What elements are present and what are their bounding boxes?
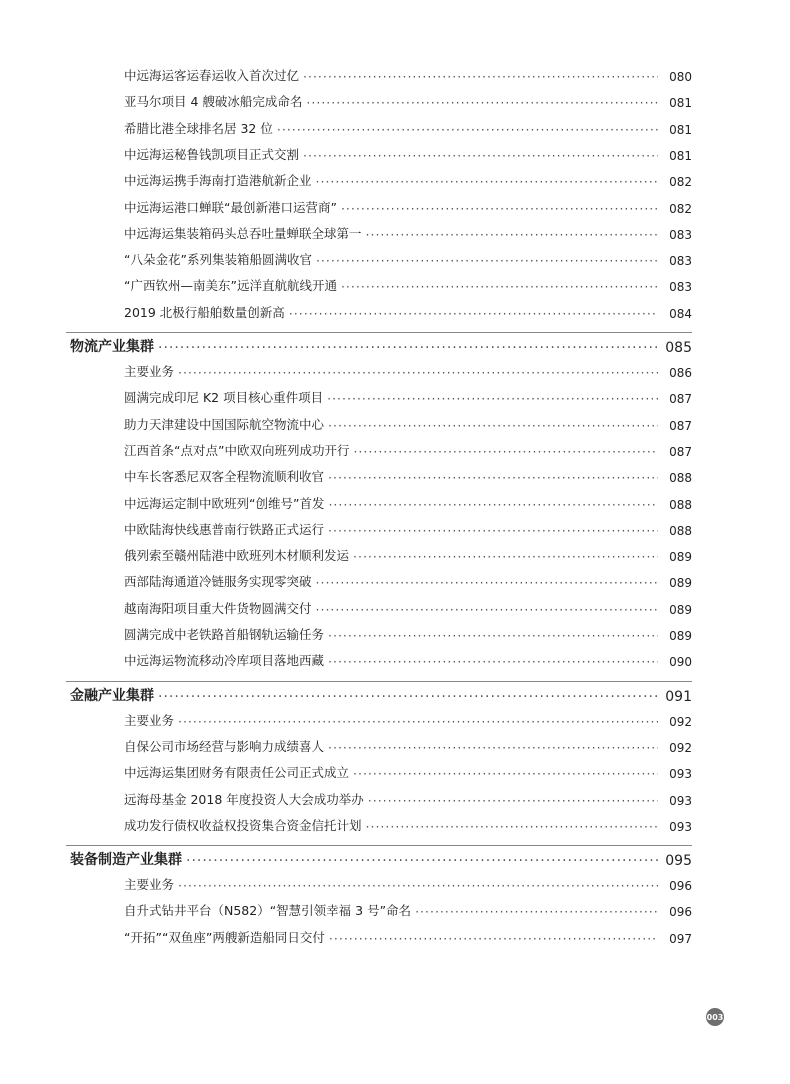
dot-leader xyxy=(186,853,658,869)
toc-page-number: 083 xyxy=(669,227,692,242)
dot-leader xyxy=(328,740,658,755)
toc-page-number: 087 xyxy=(669,418,692,433)
toc-entry-row[interactable] xyxy=(124,520,692,538)
dot-leader xyxy=(353,766,658,781)
toc-entry-row[interactable] xyxy=(124,875,692,893)
toc-page-number: 089 xyxy=(669,576,692,591)
toc-entry-row[interactable] xyxy=(124,250,692,268)
toc-entry-title: 中车长客悉尼双客全程物流顺利收官 xyxy=(124,469,325,485)
dot-leader xyxy=(328,654,658,669)
toc-entry-title: 圆满完成中老铁路首船钢轨运输任务 xyxy=(124,627,325,642)
toc-entry-title: 中远海运携手海南打造港航新企业 xyxy=(124,173,312,189)
toc-page-number: 083 xyxy=(669,280,692,295)
toc-entry-title: 中远海运集团财务有限责任公司正式成立 xyxy=(124,765,350,781)
dot-leader xyxy=(353,444,658,459)
toc-page-number: 089 xyxy=(669,602,692,617)
toc-entry-row[interactable] xyxy=(124,790,692,808)
section-divider xyxy=(66,681,692,682)
toc-entry-row[interactable] xyxy=(124,816,692,834)
dot-leader xyxy=(353,549,658,564)
toc-entry-title: 希腊比港全球排名居 32 位 xyxy=(124,120,273,136)
toc-page-number: 093 xyxy=(669,767,692,782)
toc-entry-title: 中远海运物流移动冷库项目落地西藏 xyxy=(124,653,325,669)
toc-page-number: 082 xyxy=(669,175,692,190)
toc-page-number: 096 xyxy=(669,879,692,894)
dot-leader xyxy=(158,689,658,705)
toc-entry-title: 成功发行债权收益权投资集合资金信托计划 xyxy=(124,817,362,833)
toc-entry-title: “开拓”“双鱼座”两艘新造船同日交付 xyxy=(124,929,325,945)
dot-leader xyxy=(328,497,658,512)
toc-entry-row[interactable] xyxy=(124,303,692,321)
dot-leader xyxy=(328,628,658,643)
dot-leader xyxy=(329,931,658,946)
toc-entry-title: 越南海阳项目重大件货物圆满交付 xyxy=(124,600,312,616)
toc-entry-row[interactable] xyxy=(124,388,692,406)
toc-page-number: 081 xyxy=(669,122,692,137)
dot-leader xyxy=(316,174,658,189)
section-divider xyxy=(66,845,692,846)
toc-entry-row[interactable] xyxy=(124,276,692,294)
toc-entry-title: 自保公司市场经营与影响力成绩喜人 xyxy=(124,738,325,754)
toc-entry-title: 自升式钻井平台（N582）“智慧引领幸福 3 号”命名 xyxy=(124,903,412,919)
dot-leader xyxy=(289,306,658,321)
toc-entry-title: 2019 北极行船舶数量创新高 xyxy=(124,304,285,320)
toc-page-number: 092 xyxy=(669,714,692,729)
toc-entry-title: “广西钦州—南美东”远洋直航航线开通 xyxy=(124,278,337,294)
toc-page-number: 081 xyxy=(669,96,692,111)
toc-page-number: 097 xyxy=(669,931,692,946)
toc-page-number: 092 xyxy=(669,740,692,755)
toc-entry-row[interactable] xyxy=(124,494,692,512)
toc-page-number: 087 xyxy=(669,392,692,407)
toc-entry-row[interactable] xyxy=(124,928,692,946)
toc-entry-row[interactable] xyxy=(124,546,692,564)
dot-leader xyxy=(306,95,658,110)
toc-entry-row[interactable] xyxy=(124,198,692,216)
toc-section-row[interactable] xyxy=(70,336,692,356)
toc-entry-row[interactable] xyxy=(124,441,692,459)
toc-entry-title: 俄列索至赣州陆港中欧班列木材顺利发运 xyxy=(124,548,350,564)
toc-entry-title: 中欧陆海快线惠普南行铁路正式运行 xyxy=(124,521,325,537)
toc-page-number: 090 xyxy=(669,655,692,670)
toc-page-number: 089 xyxy=(669,629,692,643)
toc-entry-title: 主要业务 xyxy=(124,877,175,893)
dot-leader xyxy=(328,470,658,485)
toc-page-number: 085 xyxy=(665,340,692,356)
toc-entry-row[interactable] xyxy=(124,572,692,590)
toc-entry-title: 圆满完成印尼 K2 项目核心重件项目 xyxy=(124,390,324,406)
dot-leader xyxy=(366,227,658,242)
toc-section-row[interactable] xyxy=(70,685,692,705)
dot-leader xyxy=(316,253,658,268)
toc-page-number: 091 xyxy=(665,688,692,705)
toc-page-number: 084 xyxy=(669,306,692,321)
dot-leader xyxy=(277,122,658,137)
dot-leader xyxy=(178,714,658,729)
section-divider xyxy=(66,332,692,333)
toc-entry-title: 助力天津建设中国国际航空物流中心 xyxy=(124,416,325,432)
toc-entry-title: “八朵金花”系列集装箱船圆满收官 xyxy=(124,252,312,268)
toc-entry-row[interactable] xyxy=(124,651,692,669)
toc-entry-row[interactable] xyxy=(124,92,692,110)
toc-entry-row[interactable] xyxy=(124,145,692,163)
toc-section-row[interactable] xyxy=(70,849,692,869)
toc-entry-title: 西部陆海通道冷链服务实现零突破 xyxy=(124,574,312,590)
toc-entry-row[interactable] xyxy=(124,599,692,617)
toc-entry-title: 中远海运客运春运收入首次过亿 xyxy=(124,68,300,83)
toc-entry-row[interactable] xyxy=(124,171,692,189)
toc-page-number: 080 xyxy=(669,70,692,84)
dot-leader xyxy=(368,793,658,808)
toc-page-number: 088 xyxy=(669,471,692,486)
dot-leader xyxy=(178,878,658,893)
dot-leader xyxy=(303,148,658,163)
dot-leader xyxy=(327,391,658,406)
toc-entry-title: 中远海运定制中欧班列“创维号”首发 xyxy=(124,495,325,511)
toc-entry-row[interactable] xyxy=(124,737,692,755)
toc-entry-row[interactable] xyxy=(124,224,692,242)
dot-leader xyxy=(328,418,658,433)
dot-leader xyxy=(415,904,658,919)
dot-leader xyxy=(316,575,658,590)
dot-leader xyxy=(303,69,658,84)
toc-entry-row[interactable] xyxy=(124,763,692,781)
toc-page-number: 083 xyxy=(669,254,692,269)
dot-leader xyxy=(178,365,658,380)
toc-entry-row[interactable] xyxy=(124,901,692,919)
toc-section-title: 物流产业集群 xyxy=(70,339,154,355)
dot-leader xyxy=(328,523,658,538)
toc-entry-row[interactable] xyxy=(124,362,692,380)
toc-section-title: 金融产业集群 xyxy=(70,687,154,704)
toc-entry-row[interactable] xyxy=(124,467,692,485)
toc-page-number: 093 xyxy=(669,793,692,808)
toc-page-number: 082 xyxy=(669,201,692,216)
dot-leader xyxy=(366,819,658,834)
toc-page-number: 088 xyxy=(669,497,692,512)
dot-leader xyxy=(341,201,658,216)
toc-page-number: 096 xyxy=(669,905,692,920)
toc-page-number: 095 xyxy=(665,853,692,870)
toc-entry-row[interactable] xyxy=(124,711,692,729)
toc-page-number: 088 xyxy=(669,523,692,538)
toc-page-number: 087 xyxy=(669,444,692,459)
toc-page-number: 093 xyxy=(669,819,692,834)
toc-entry-title: 亚马尔项目 4 艘破冰船完成命名 xyxy=(124,94,303,110)
toc-entry-title: 主要业务 xyxy=(124,712,175,728)
toc-entry-title: 江西首条“点对点”中欧双向班列成功开行 xyxy=(124,442,350,458)
dot-leader xyxy=(158,340,658,356)
toc-section-title: 装备制造产业集群 xyxy=(70,852,182,869)
toc-page-number: 089 xyxy=(669,550,692,565)
toc-entry-title: 中远海运秘鲁钱凯项目正式交割 xyxy=(124,146,300,162)
toc-page-number: 081 xyxy=(669,148,692,163)
toc-entry-title: 中远海运港口蝉联“最创新港口运营商” xyxy=(124,199,337,215)
toc-entry-title: 主要业务 xyxy=(124,364,175,379)
toc-entry-row[interactable] xyxy=(124,625,692,643)
toc-entry-title: 远海母基金 2018 年度投资人大会成功举办 xyxy=(124,791,364,807)
dot-leader xyxy=(316,602,658,617)
toc-entry-row[interactable] xyxy=(124,119,692,137)
toc-entry-row[interactable] xyxy=(124,66,692,84)
page-number: 003 xyxy=(706,1008,724,1026)
toc-entry-row[interactable] xyxy=(124,415,692,433)
toc-page-number: 086 xyxy=(669,366,692,380)
dot-leader xyxy=(341,279,658,294)
toc-entry-title: 中远海运集装箱码头总吞吐量蝉联全球第一 xyxy=(124,225,362,241)
